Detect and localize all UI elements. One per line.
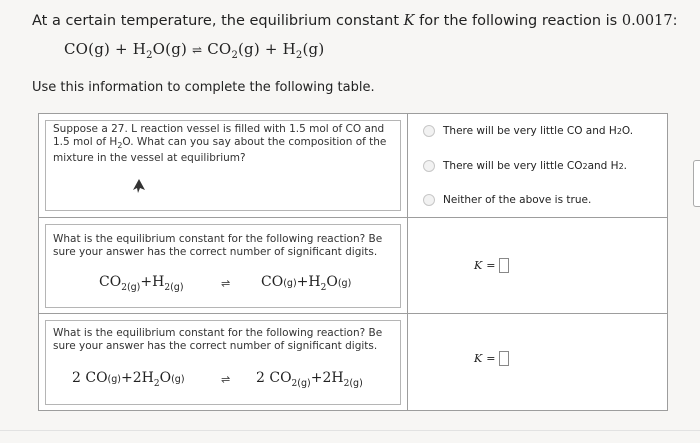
- k-label: K: [474, 259, 483, 272]
- option-label: There will be very little CO and H: [443, 125, 617, 137]
- subscript: 2: [320, 282, 327, 293]
- subscript: 2: [117, 141, 123, 151]
- phase: (g): [171, 374, 185, 385]
- subscript: 2: [616, 126, 622, 136]
- subscript: 2: [618, 161, 624, 171]
- formula: +H: [140, 274, 165, 290]
- phase: (g): [283, 278, 297, 289]
- question-line: sure your answer has the correct number of significant digits.: [53, 340, 378, 352]
- reaction-equation: [64, 40, 324, 61]
- subscript: 2: [164, 282, 171, 293]
- question-cell: [39, 314, 408, 411]
- product-part: CO: [207, 40, 232, 58]
- question-cell: [39, 218, 408, 314]
- k-answer: [474, 351, 509, 366]
- question-line: sure your answer has the correct number of significant digits.: [53, 246, 378, 258]
- phase: (g): [337, 278, 352, 289]
- equals-sign: =: [486, 259, 496, 272]
- intro-prefix: At a certain temperature, the equilibrium constant: [32, 13, 404, 29]
- table-row: [39, 217, 667, 314]
- question-line: [53, 136, 386, 152]
- option-label-mid: and H: [587, 160, 619, 172]
- answer-cell: [408, 218, 667, 314]
- intro-middle: for the following reaction is: [414, 13, 622, 29]
- option-label-end: .: [623, 160, 628, 172]
- answer-cell: [408, 114, 667, 217]
- question-text: [53, 123, 386, 165]
- option-neither[interactable]: [423, 194, 591, 206]
- equilibrium-arrow-icon: ⇌: [221, 373, 231, 386]
- question-text: [53, 327, 382, 353]
- reactant-part: CO(g) + H: [64, 40, 147, 58]
- question-text: [53, 233, 382, 259]
- question-table: [38, 113, 668, 411]
- reaction-right-side: [261, 274, 351, 293]
- question-line: What is the equilibrium constant for the following reaction? Be: [53, 233, 383, 245]
- radio-button-icon[interactable]: [423, 194, 435, 206]
- formula: O: [159, 370, 172, 386]
- formula: 2 CO: [256, 370, 292, 386]
- reaction-right-side: [256, 370, 363, 389]
- k-answer-input[interactable]: [499, 258, 509, 273]
- formula: +2H: [310, 370, 344, 386]
- reactant-end: O(g): [152, 40, 188, 58]
- formula: +H: [296, 274, 321, 290]
- subscript: 2: [146, 50, 153, 61]
- question-cell: [39, 114, 408, 217]
- phase: (g): [349, 377, 363, 389]
- option-label: There will be very little CO: [443, 160, 583, 172]
- reaction-left-side: [72, 370, 185, 389]
- intro-suffix: :: [672, 13, 678, 29]
- formula: 2 CO: [72, 370, 108, 386]
- option-very-little-co-h2o[interactable]: [423, 125, 633, 137]
- formula: CO: [99, 274, 122, 290]
- question-fragment: O. What can you say about the composition of the: [122, 136, 387, 148]
- option-label-end: O.: [621, 125, 634, 137]
- divider: [0, 430, 700, 431]
- k-value: 0.0017: [621, 13, 673, 29]
- phase: (g): [107, 374, 121, 385]
- question-line: What is the equilibrium constant for the following reaction? Be: [53, 327, 383, 339]
- subscript: 2: [582, 161, 588, 171]
- formula: CO: [261, 274, 284, 290]
- answer-cell: [408, 314, 667, 411]
- table-row: [39, 313, 667, 411]
- cursor-arrow-icon: [132, 178, 146, 194]
- instruction-text: Use this information to complete the following table.: [32, 80, 375, 95]
- question-line: Suppose a 27. L reaction vessel is filled with 1.5 mol of CO and: [53, 123, 385, 135]
- radio-button-icon[interactable]: [423, 160, 435, 172]
- subscript: 2: [231, 50, 238, 61]
- subscript: 2: [343, 378, 350, 389]
- product-mid: (g) + H: [238, 40, 296, 58]
- k-answer-input[interactable]: [499, 351, 509, 366]
- intro-text: [32, 13, 677, 29]
- phase: (g): [126, 281, 141, 293]
- equilibrium-arrow-icon: ⇌: [192, 43, 203, 57]
- product-end: (g): [302, 40, 325, 58]
- equals-sign: =: [486, 352, 496, 365]
- subscript: 2: [291, 378, 298, 389]
- phase: (g): [170, 281, 184, 293]
- phase: (g): [297, 377, 311, 389]
- table-row: [39, 114, 667, 217]
- k-answer: [474, 258, 509, 273]
- question-line: mixture in the vessel at equilibrium?: [53, 152, 246, 165]
- k-symbol: K: [403, 13, 415, 29]
- reaction-left-side: [99, 274, 184, 293]
- option-label: Neither of the above is true.: [443, 194, 592, 206]
- formula: O: [326, 274, 338, 290]
- subscript: 2: [153, 378, 160, 389]
- question-fragment: 1.5 mol of H: [53, 136, 118, 148]
- subscript: 2: [121, 282, 127, 293]
- side-panel-tab[interactable]: [693, 160, 700, 207]
- subscript: 2: [295, 50, 303, 61]
- equilibrium-arrow-icon: ⇌: [221, 277, 231, 290]
- option-very-little-co2-h2[interactable]: [423, 160, 627, 172]
- radio-button-icon[interactable]: [423, 125, 435, 137]
- k-label: K: [474, 352, 483, 365]
- formula: +2H: [121, 370, 154, 386]
